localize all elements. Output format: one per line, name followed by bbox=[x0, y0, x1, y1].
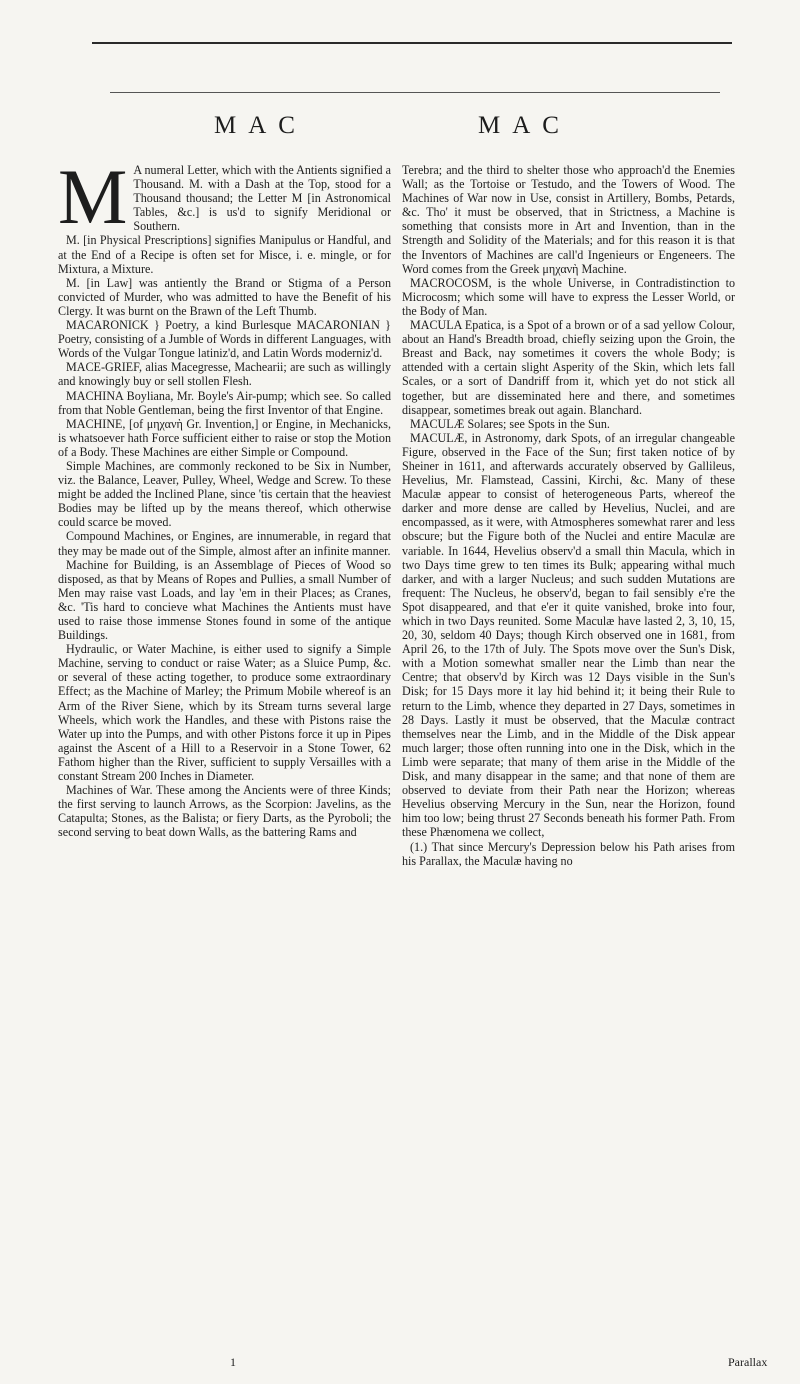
left-column bbox=[58, 153, 391, 840]
entry-maculae-astronomy: MACULÆ, in Astronomy, dark Spots, of an irregular changeable Figure, observed in the Face of the Sun; first taken notice of by Sheiner in 1611, and afterwards accurately observed by Gallileus, Hevelius, Mr. Flamstead, Cassini, Kirchi, &c. Many of these Maculæ appear to consist of heterogeneous Parts, whereof the darker and more dense are called by Hevelius, Nuclei, and are encompassed, as it were, with Atmospheres somewhat rarer and less obscure; but the Figure both of the Nuclei and entire Maculæ are variable. In 1644, Hevelius observ'd a small thin Macula, which in two Days time grew to ten times its Bulk; appearing withal much darker, and with a larger Nucleus; and such sudden Mutations are frequent: The Nucleus, he observ'd, began to fail sensibly e're the Spot disappeared, and that e'er it quite vanished, broke into four, which in two Days reunited. Some Maculæ have lasted 2, 3, 10, 15, 20, 30, seldom 40 Days; though Kirch observed one in 1681, from April 26, to the 17th of July. The Spots move over the Sun's Disk, with a Motion somewhat smaller near the Limb than near the Centre; that observ'd by Kirch was 12 Days visible in the Sun's Disk; for 15 Days more it lay hid behind it; it being their Rule to return to the Limb, whence they departed in 27 Days, sometimes in 28 Days. Lastly it must be observed, that the Maculæ contract themselves near the Limb, and in the Middle of the Disk appear much larger; those often running into one in the Disk, which in the Limb were separate; that many of them arise in the Middle of the Disk, and many disappear in the same; and that none of them are observed to deviate from their Path near the Horizon; whereas Hevelius observing Mercury in the Sun, near the Horizon, found him too low; being thrust 27 Seconds beneath his former Path. From these Phænomena we collect, bbox=[402, 430, 735, 840]
entry-maculae-solares: MACULÆ Solares; see Spots in the Sun. bbox=[410, 416, 610, 431]
entry-m-physical: M. [in Physical Prescriptions] signifies Manipulus or Handful, and at the End of a Recipe is often set for Misce, i. e. mingle, or for Mixtura, a Mixture. bbox=[58, 233, 391, 276]
entry-m-law: M. [in Law] was antiently the Brand or Stigma of a Person convicted of Murder, who was admitted to have the Benefit of his Clergy. It was burnt on the Brawn of the Left Thumb. bbox=[58, 275, 391, 318]
entry-compound-machines: Compound Machines, or Engines, are innumerable, in regard that they may be made out of the Simple, almost after an infinite manner. bbox=[58, 529, 391, 558]
running-head-left: MAC bbox=[214, 112, 307, 139]
entry-machine-building: Machine for Building, is an Assemblage of Pieces of Wood so disposed, as that by Means of Ropes and Pullies, a small Number of Men may raise vast Loads, and lay 'em in their Places; as Cranes, &c. 'Tis hard to concieve what Machines the Antients must have used to raise those immense Stones found in some of the antique Buildings. bbox=[58, 557, 391, 643]
right-column bbox=[402, 163, 735, 868]
folio-number: 1 bbox=[230, 1355, 236, 1369]
header-rule bbox=[110, 92, 720, 93]
entry-simple-machines: Simple Machines, are commonly reckoned to be Six in Number, viz. the Balance, Leaver, Pulley, Wheel, Wedge and Screw. To these might be added the Inclined Plane, since 'tis certain that the heaviest Bodies may be lifted up by the means thereof, which otherwise could scarce be moved. bbox=[58, 458, 391, 530]
entry-terebra-cont: Terebra; and the third to shelter those who approach'd the Enemies Wall; as the Tortoise or Testudo, and the Towers of Wood. The Machines of War now in Use, consist in Artillery, Bombs, Petards, &c. Tho' it must be observed, that in Strictness, a Machine is something that consists more in Art and Invention, than in the Strength and Solidity of the Materials; and for this reason it is that the Inventors of Machines are call'd Ingenieurs or Engeneers. The Word comes from the Greek μηχανὴ Machine. bbox=[402, 163, 735, 276]
entry-machine: MACHINE, [of μηχανὴ Gr. Invention,] or Engine, in Mechanicks, is whatsoever hath Force sufficient either to raise or stop the Motion of a Body. These Machines are either Simple or Compound. bbox=[58, 416, 391, 459]
entry-text: A numeral Letter, which with the Antients signified a Thousand. M. with a Dash at the Top, stood for a Thousand thousand; the Letter M [in Astronomical Tables, &c.] is us'd to signify Meridional or Southern. bbox=[133, 163, 391, 234]
entry-hydraulic-machine: Hydraulic, or Water Machine, is either used to signify a Simple Machine, serving to conduct or raise Water; as a Sluice Pump, &c. or several of these acting together, to produce some extraordinary Effect; as the Machine of Marley; the Primum Mobile whereof is an Arm of the River Siene, which by its Stream turns several large Wheels, which work the Handles, and these with Pistons raise the Water up into the Pumps, and with other Pistons force it up in Pipes against the Ascent of a Hill to a Reservoir in a Stone Tower, 62 Fathom higher than the River, sufficient to supply Versailles with a constant Stream 200 Inches in Diameter. bbox=[58, 642, 391, 784]
entry-mace-grief: MACE-GRIEF, alias Macegresse, Machearii; are such as willingly and knowingly buy or sell stollen Flesh. bbox=[58, 360, 391, 389]
running-head-right: MAC bbox=[478, 112, 571, 139]
catchword: Parallax bbox=[728, 1355, 768, 1369]
entry-m bbox=[58, 153, 391, 240]
entry-macrocosm: MACROCOSM, is the whole Universe, in Contradistinction to Microcosm; which some will have to express the Lesser World, or the Body of Man. bbox=[402, 275, 735, 318]
entry-macaronick: MACARONICK } Poetry, a kind Burlesque MACARONIAN } Poetry, consisting of a Jumble of Words in different Languages, with Words of the Vulgar Tongue latiniz'd, and Latin Words moderniz'd. bbox=[58, 318, 391, 361]
entry-machines-war: Machines of War. These among the Ancients were of three Kinds; the first serving to launch Arrows, as the Scorpion: Javelins, as the Catapulta; Stones, as the Balista; or fiery Darts, as the Pyroboli; the second serving to beat down Walls, as the battering Rams and bbox=[58, 783, 391, 840]
entry-machina-boyliana: MACHINA Boyliana, Mr. Boyle's Air-pump; which see. So called from that Noble Gentleman, being the first Inventor of that Engine. bbox=[58, 388, 391, 417]
entry-macula-epatica: MACULA Epatica, is a Spot of a brown or of a sad yellow Colour, about an Hand's Breadth broad, chiefly seizing upon the Groin, the Breast and Back, nay sometimes it covers the whole Body; is attended with a certain slight Asperity of the Skin, which lets fall Scales, or a sort of Dandriff from it, which yet do not stick all together, but are disseminated here and there, and sometimes disappear, sometimes break out again. Blanchard. bbox=[402, 318, 735, 417]
drop-cap-m: M bbox=[58, 153, 128, 240]
top-rule bbox=[92, 42, 732, 44]
entry-mercury-depression: (1.) That since Mercury's Depression below his Path arises from his Parallax, the Maculæ having no bbox=[402, 839, 735, 868]
